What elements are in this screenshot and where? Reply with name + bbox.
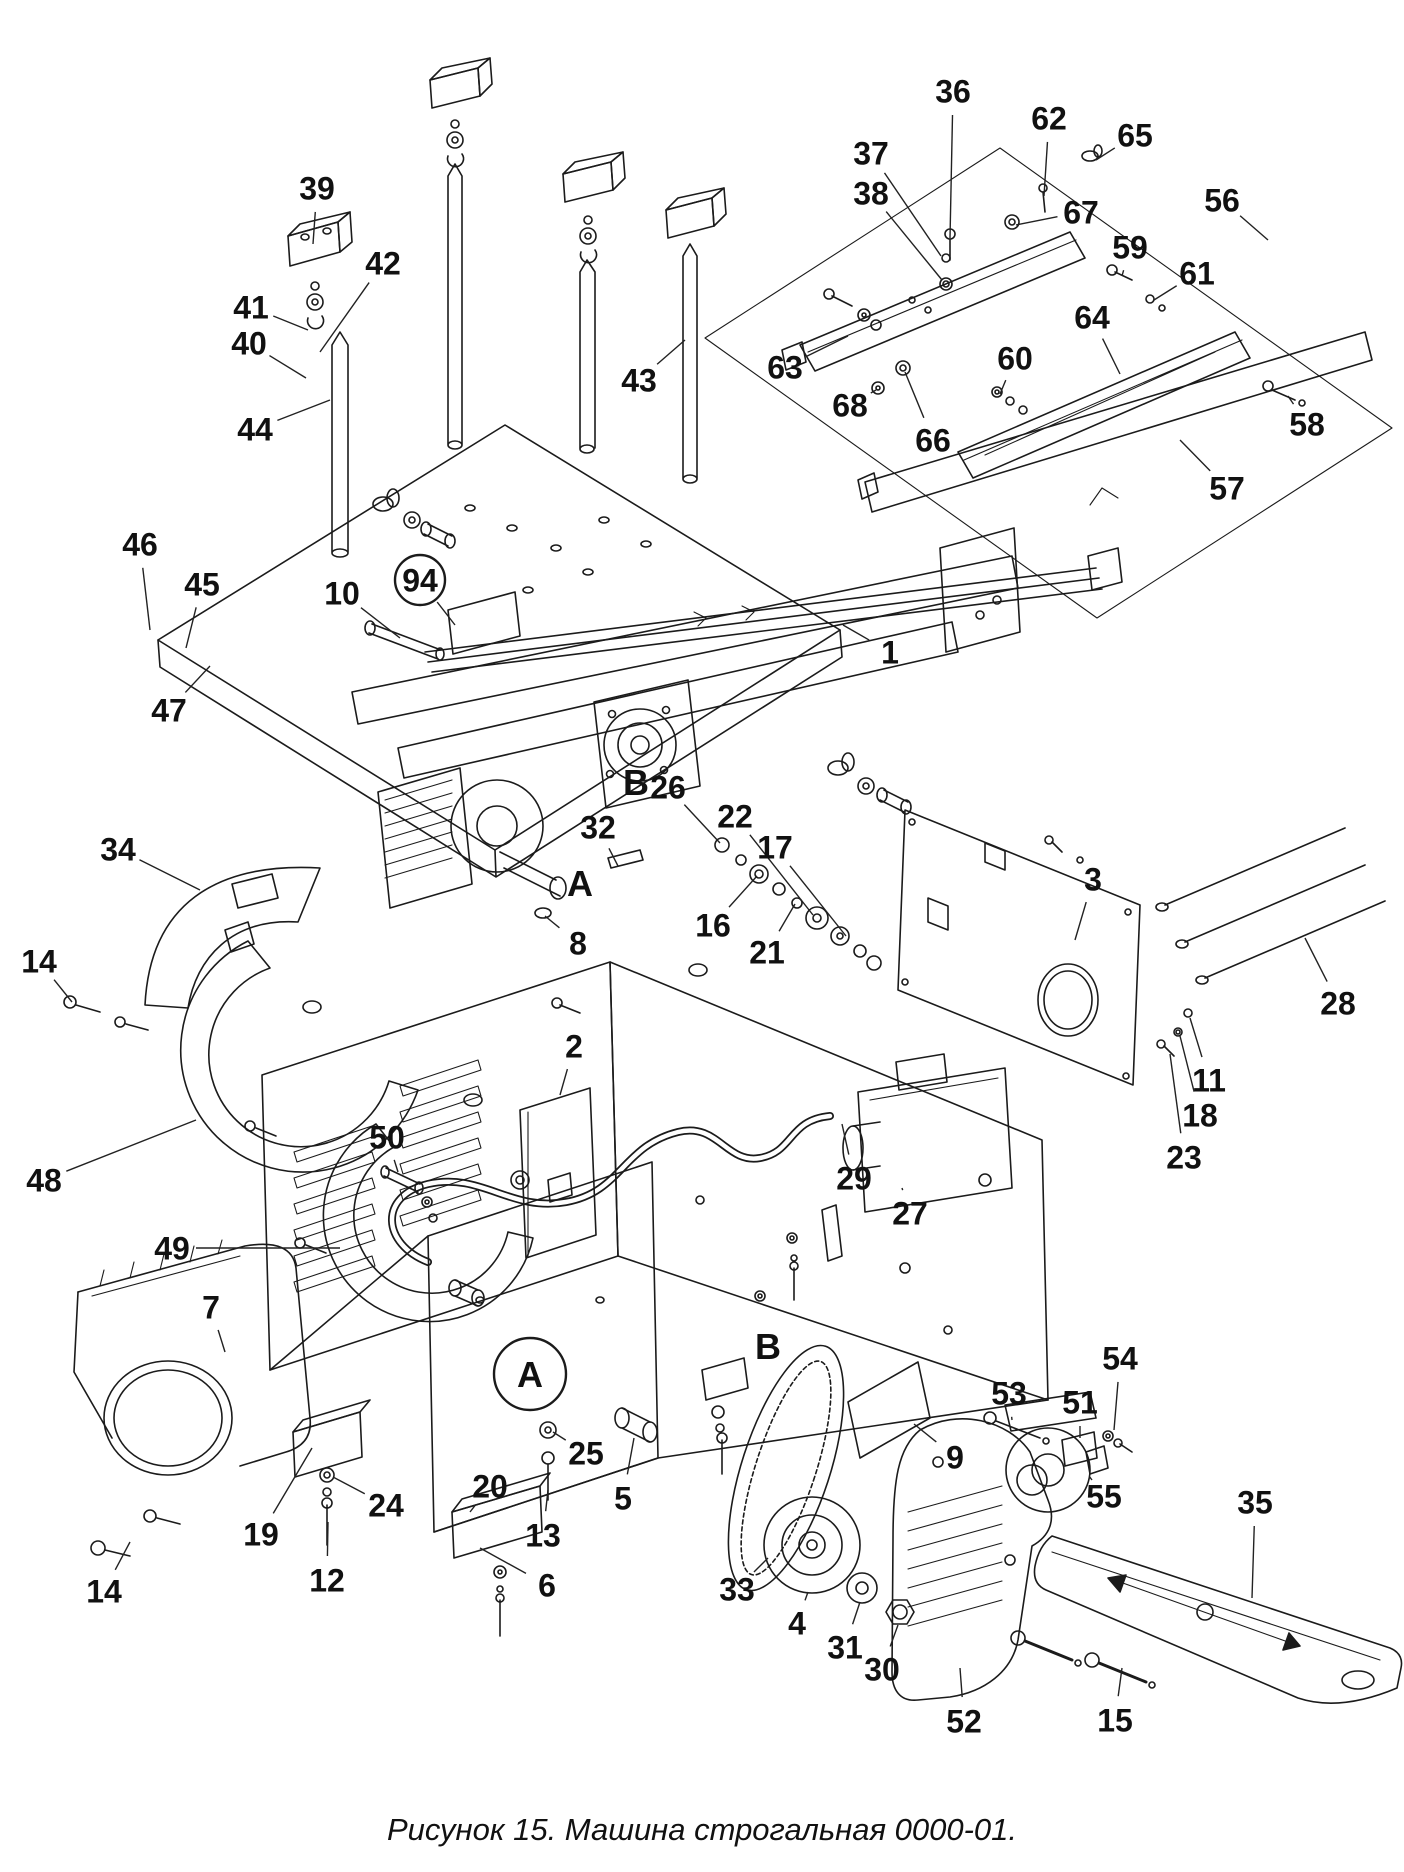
part-number-57: 57: [1209, 470, 1245, 507]
part-number-8: 8: [569, 925, 587, 962]
part-number-1: 1: [881, 634, 899, 671]
part-number-27: 27: [892, 1195, 928, 1232]
view-marker-B: B: [623, 761, 649, 803]
part-number-38: 38: [853, 175, 889, 212]
part-number-5: 5: [614, 1480, 632, 1517]
part-number-10: 10: [324, 575, 360, 612]
part-number-30: 30: [864, 1651, 900, 1688]
part-number-68: 68: [832, 387, 868, 424]
leader-line-27: [902, 1188, 903, 1190]
part-number-56: 56: [1204, 182, 1240, 219]
leader-line-12: [327, 1522, 328, 1556]
part-number-17: 17: [757, 829, 793, 866]
part-number-42: 42: [365, 245, 401, 282]
part-number-2: 2: [565, 1028, 583, 1065]
callout-B-61: [755, 1326, 781, 1367]
part-number-64: 64: [1074, 299, 1110, 336]
part-number-43: 43: [621, 362, 657, 399]
part-number-51: 51: [1062, 1384, 1098, 1421]
part-number-22: 22: [717, 798, 753, 835]
callout-A-35: [567, 863, 593, 904]
part-number-29: 29: [836, 1160, 872, 1197]
part-number-32: 32: [580, 809, 616, 846]
part-number-53: 53: [991, 1375, 1027, 1412]
part-number-25: 25: [568, 1435, 604, 1472]
part-number-50: 50: [369, 1119, 405, 1156]
part-number-41: 41: [233, 289, 269, 326]
callout-B-28: [623, 762, 649, 803]
part-number-21: 21: [749, 934, 785, 971]
part-number-26: 26: [650, 769, 686, 806]
part-number-40: 40: [231, 325, 267, 362]
part-number-55: 55: [1086, 1478, 1122, 1515]
part-number-67: 67: [1063, 194, 1099, 231]
part-number-49: 49: [154, 1230, 190, 1267]
part-number-18: 18: [1182, 1097, 1218, 1134]
part-number-44: 44: [237, 411, 273, 448]
part-number-61: 61: [1179, 255, 1215, 292]
part-number-45: 45: [184, 566, 220, 603]
part-number-23: 23: [1166, 1139, 1202, 1176]
part-number-46: 46: [122, 526, 158, 563]
part-number-4: 4: [788, 1605, 806, 1642]
part-number-36: 36: [935, 73, 971, 110]
part-number-28: 28: [1320, 985, 1356, 1022]
part-number-47: 47: [151, 692, 187, 729]
part-number-54: 54: [1102, 1340, 1138, 1377]
view-marker-A: A: [567, 862, 593, 904]
part-number-9: 9: [946, 1439, 964, 1476]
figure-caption: Рисунок 15. Машина строгальная 0000-01.: [386, 1812, 1018, 1847]
part-number-13: 13: [525, 1517, 561, 1554]
part-number-24: 24: [368, 1487, 404, 1524]
part-number-19: 19: [243, 1516, 279, 1553]
part-number-59: 59: [1112, 229, 1148, 266]
part-number-58: 58: [1289, 406, 1325, 443]
part-number-34: 34: [100, 831, 136, 868]
part-number-14: 14: [86, 1573, 122, 1610]
part-number-7: 7: [202, 1289, 220, 1326]
part-number-6: 6: [538, 1567, 556, 1604]
part-number-65: 65: [1117, 117, 1153, 154]
part-number-35: 35: [1237, 1484, 1273, 1521]
part-number-33: 33: [719, 1571, 755, 1608]
callout-55-66: [1086, 1477, 1122, 1515]
part-number-60: 60: [997, 340, 1033, 377]
part-number-11: 11: [1192, 1062, 1226, 1099]
part-number-39: 39: [299, 170, 335, 207]
view-marker-A: A: [517, 1353, 543, 1395]
part-number-14: 14: [21, 943, 57, 980]
view-marker-B: B: [755, 1325, 781, 1367]
part-number-94: 94: [402, 562, 438, 599]
part-number-31: 31: [827, 1629, 863, 1666]
part-number-37: 37: [853, 135, 889, 172]
part-number-62: 62: [1031, 100, 1067, 137]
part-number-3: 3: [1084, 861, 1102, 898]
part-number-16: 16: [695, 907, 731, 944]
part-number-12: 12: [309, 1562, 345, 1599]
part-number-66: 66: [915, 422, 951, 459]
part-number-63: 63: [767, 349, 803, 386]
part-number-15: 15: [1097, 1702, 1133, 1739]
part-number-48: 48: [26, 1162, 62, 1199]
part-number-52: 52: [946, 1703, 982, 1740]
part-number-20: 20: [472, 1468, 508, 1505]
